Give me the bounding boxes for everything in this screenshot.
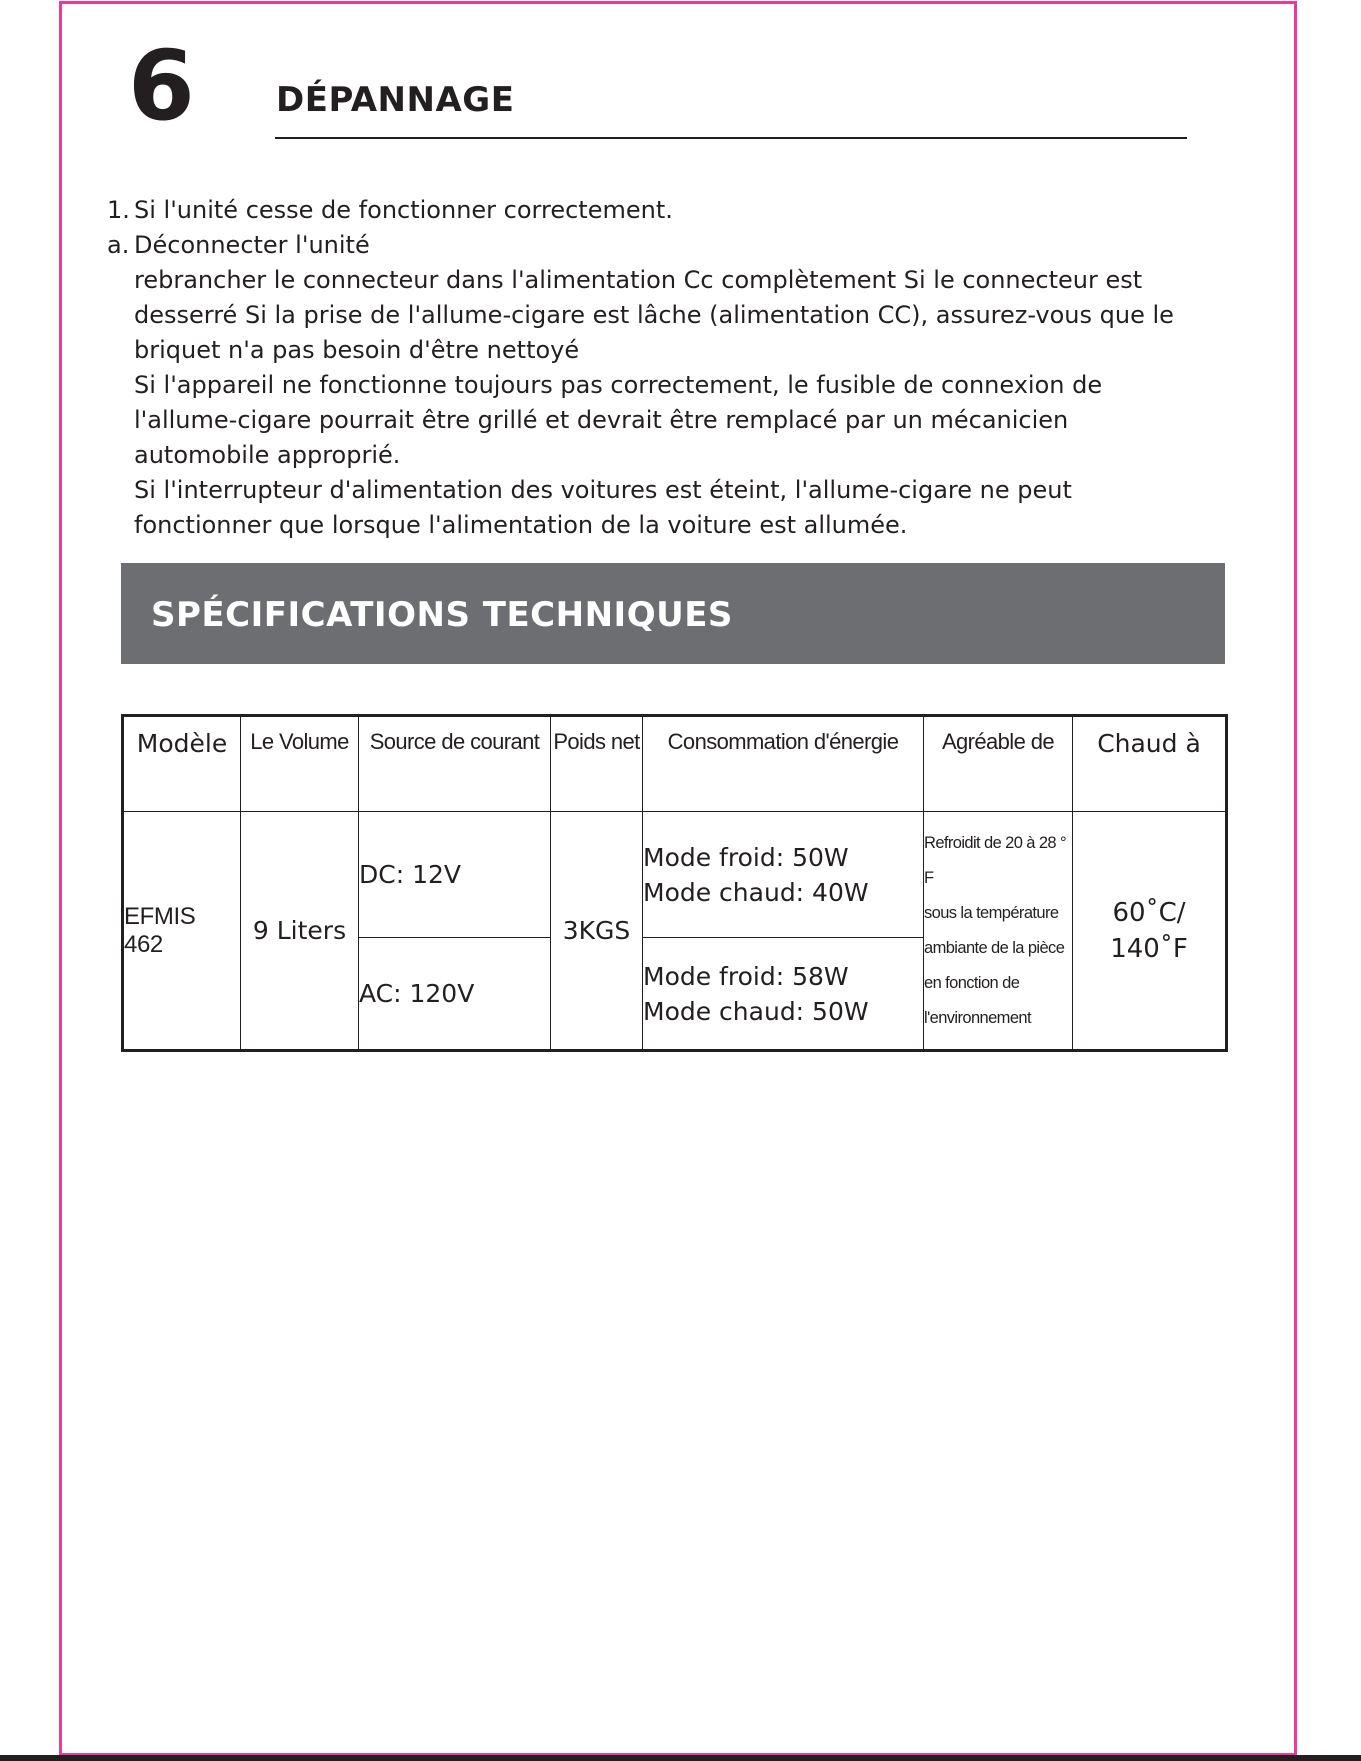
sub-list-marker: a. xyxy=(107,231,130,259)
title-divider xyxy=(275,137,1187,139)
specs-banner-title: SPÉCIFICATIONS TECHNIQUES xyxy=(151,595,733,635)
comfort-line: ambiante de la pièce xyxy=(924,938,1065,957)
list-item xyxy=(107,193,1257,228)
cell-power-dc xyxy=(643,812,924,938)
cell-power-ac xyxy=(643,938,924,1051)
comfort-line: sous la température xyxy=(924,903,1059,922)
header-hot: Chaud à xyxy=(1073,716,1227,812)
cell-comfort xyxy=(924,812,1073,1051)
header-weight: Poids net xyxy=(551,716,643,812)
section-number: 6 xyxy=(128,30,195,142)
paragraph-line: Si l'interrupteur d'alimentation des voitures est éteint, l'allume-cigare ne peut xyxy=(134,476,1072,504)
cell-hot xyxy=(1073,812,1227,1051)
paragraph-line: briquet n'a pas besoin d'être nettoyé xyxy=(134,336,580,364)
comfort-line: l'environnement xyxy=(924,1008,1031,1027)
cell-model: EFMIS 462 xyxy=(123,812,241,1051)
list-item-text: Si l'unité cesse de fonctionner correctement. xyxy=(134,196,673,224)
header-source: Source de courant xyxy=(359,716,551,812)
hot-line: 140˚F xyxy=(1110,933,1188,964)
table-header-row xyxy=(123,716,1227,812)
specs-banner xyxy=(121,563,1225,664)
paragraph-line: automobile approprié. xyxy=(134,441,401,469)
power-line: Mode froid: 50W xyxy=(643,842,849,872)
list-marker: 1. xyxy=(107,196,130,224)
cell-weight: 3KGS xyxy=(551,812,643,1051)
hot-line: 60˚C/ xyxy=(1112,897,1186,928)
paragraph-line: l'allume-cigare pourrait être grillé et devrait être remplacé par un mécanicien xyxy=(134,406,1069,434)
table-row xyxy=(123,812,1227,938)
cell-volume: 9 Liters xyxy=(241,812,359,1051)
comfort-line: Refroidit de 20 à 28 ° F xyxy=(924,833,1066,887)
power-line: Mode chaud: 40W xyxy=(643,877,869,907)
comfort-line: en fonction de xyxy=(924,973,1020,992)
power-line: Mode chaud: 50W xyxy=(643,996,869,1026)
header-model: Modèle xyxy=(123,716,241,812)
section-title: DÉPANNAGE xyxy=(276,80,515,120)
troubleshooting-text xyxy=(107,193,1257,543)
paragraph-line: rebrancher le connecteur dans l'alimentation Cc complètement Si le connecteur est xyxy=(134,266,1143,294)
paragraph-line: Si l'appareil ne fonctionne toujours pas correctement, le fusible de connexion de xyxy=(134,371,1103,399)
bottom-rule xyxy=(0,1755,1361,1761)
sub-list-item xyxy=(107,228,1257,263)
paragraph-line: fonctionner que lorsque l'alimentation de la voiture est allumée. xyxy=(134,511,908,539)
header-volume: Le Volume xyxy=(241,716,359,812)
power-line: Mode froid: 58W xyxy=(643,961,849,991)
sub-list-item-text: Déconnecter l'unité xyxy=(134,231,370,259)
paragraph-line: desserré Si la prise de l'allume-cigare est lâche (alimentation CC), assurez-vous que le xyxy=(134,301,1174,329)
header-power: Consommation d'énergie xyxy=(643,716,924,812)
specs-table xyxy=(121,714,1228,1052)
cell-source-dc: DC: 12V xyxy=(359,812,551,938)
header-comfort: Agréable de xyxy=(924,716,1073,812)
cell-source-ac: AC: 120V xyxy=(359,938,551,1051)
